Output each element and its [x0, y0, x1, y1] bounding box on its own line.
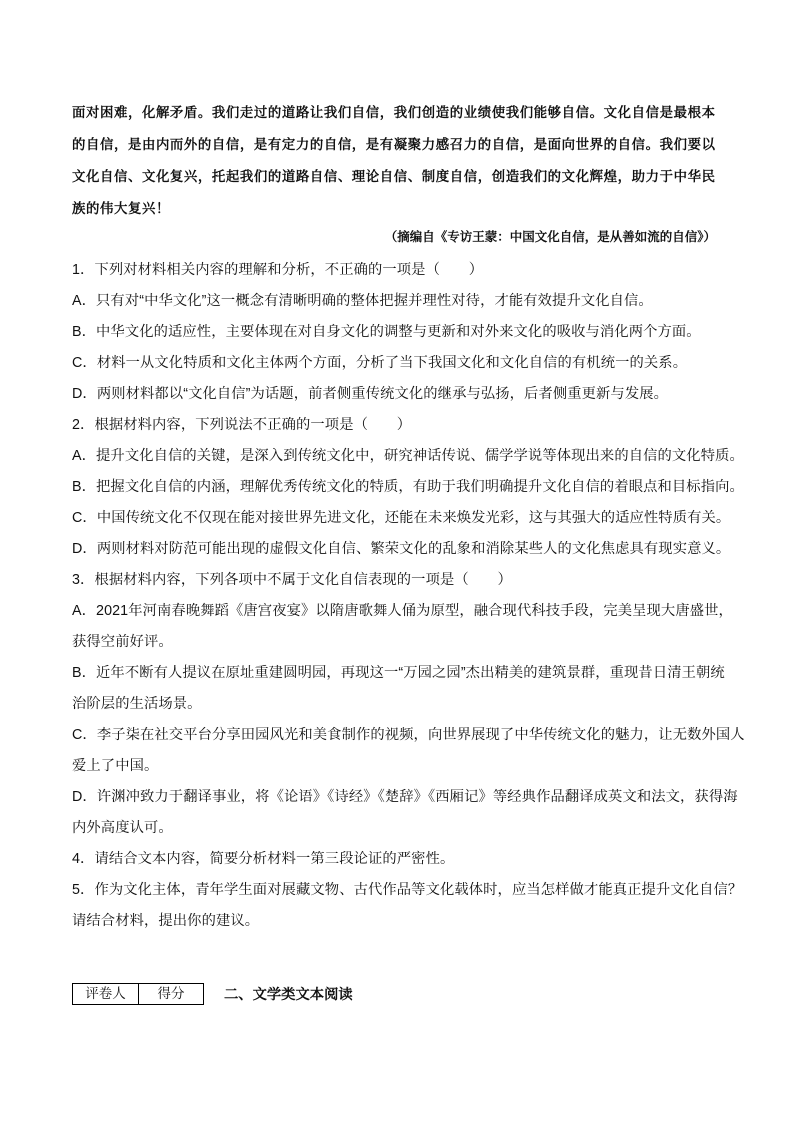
- question-stem-continued: 请结合材料，提出你的建议。: [72, 913, 260, 929]
- passage-source: （摘编自《专访王蒙：中国文化自信，是从善如流的自信》）: [384, 229, 716, 244]
- question-stem: 5．作为文化主体，青年学生面对展藏文物、古代作品等文化载体时，应当怎样做才能真正提升文化自信？: [72, 882, 743, 898]
- question-stem: 2．根据材料内容，下列说法不正确的一项是（ ）: [72, 417, 412, 433]
- passage-line: 族的伟大复兴！: [72, 201, 170, 217]
- option-c-continued: 爱上了中国。: [72, 758, 159, 774]
- option-c: C．材料一从文化特质和文化主体两个方面，分析了当下我国文化和文化自信的有机统一的关系。: [72, 355, 688, 371]
- option-b: B．中华文化的适应性，主要体现在对自身文化的调整与更新和对外来文化的吸收与消化两个方面。: [72, 324, 701, 340]
- section-title: 二、文学类文本阅读: [224, 987, 353, 1003]
- score-table: [72, 983, 204, 1005]
- question-stem: 1．下列对材料相关内容的理解和分析，不正确的一项是（ ）: [72, 262, 484, 278]
- option-d: D．两则材料对防范可能出现的虚假文化自信、繁荣文化的乱象和消除某些人的文化焦虑具有现实意义。: [72, 541, 731, 557]
- option-d: D．两则材料都以“文化自信”为话题，前者侧重传统文化的继承与弘扬，后者侧重更新与发展。: [72, 386, 669, 402]
- passage-line: 面对困难，化解矛盾。我们走过的道路让我们自信，我们创造的业绩使我们能够自信。文化自信是最根本: [72, 105, 716, 121]
- option-a-continued: 获得空前好评。: [72, 634, 173, 650]
- section-header: [72, 983, 353, 1005]
- option-b: B．把握文化自信的内涵，理解优秀传统文化的特质，有助于我们明确提升文化自信的着眼点和目标指向。: [72, 479, 744, 495]
- passage-line: 文化自信、文化复兴，托起我们的道路自信、理论自信、制度自信，创造我们的文化辉煌，助力于中华民: [72, 169, 716, 185]
- option-c: C．李子柒在社交平台分享田园风光和美食制作的视频，向世界展现了中华传统文化的魅力，让无数外国人: [72, 727, 745, 743]
- questions-section: [72, 255, 745, 937]
- option-d: D．许渊冲致力于翻译事业，将《论语》《诗经》《楚辞》《西厢记》等经典作品翻译成英文和法文，获得海: [72, 789, 738, 805]
- option-b-continued: 治阶层的生活场景。: [72, 696, 202, 712]
- question-stem: 3．根据材料内容，下列各项中不属于文化自信表现的一项是（ ）: [72, 572, 512, 588]
- option-c: C．中国传统文化不仅现在能对接世界先进文化，还能在未来焕发光彩，这与其强大的适应性特质有关。: [72, 510, 731, 526]
- score-cell: 得分: [139, 984, 204, 1005]
- grader-cell: 评卷人: [73, 984, 139, 1005]
- passage-line: 的自信，是由内而外的自信，是有定力的自信，是有凝聚力感召力的自信，是面向世界的自信。我们要以: [72, 137, 716, 153]
- option-a: A．2021年河南春晚舞蹈《唐宫夜宴》以隋唐歌舞人俑为原型，融合现代科技手段，完美呈现大唐盛世，: [72, 603, 733, 619]
- option-a: A．提升文化自信的关键，是深入到传统文化中，研究神话传说、儒学学说等体现出来的自信的文化特质。: [72, 448, 744, 464]
- option-a: A．只有对“中华文化”这一概念有清晰明确的整体把握并理性对待，才能有效提升文化自信。: [72, 293, 653, 309]
- passage-text: [72, 97, 720, 225]
- option-b: B．近年不断有人提议在原址重建圆明园，再现这一“万园之园”杰出精美的建筑景群，重现昔日清王朝统: [72, 665, 725, 681]
- option-d-continued: 内外高度认可。: [72, 820, 173, 836]
- question-stem: 4．请结合文本内容，简要分析材料一第三段论证的严密性。: [72, 851, 455, 867]
